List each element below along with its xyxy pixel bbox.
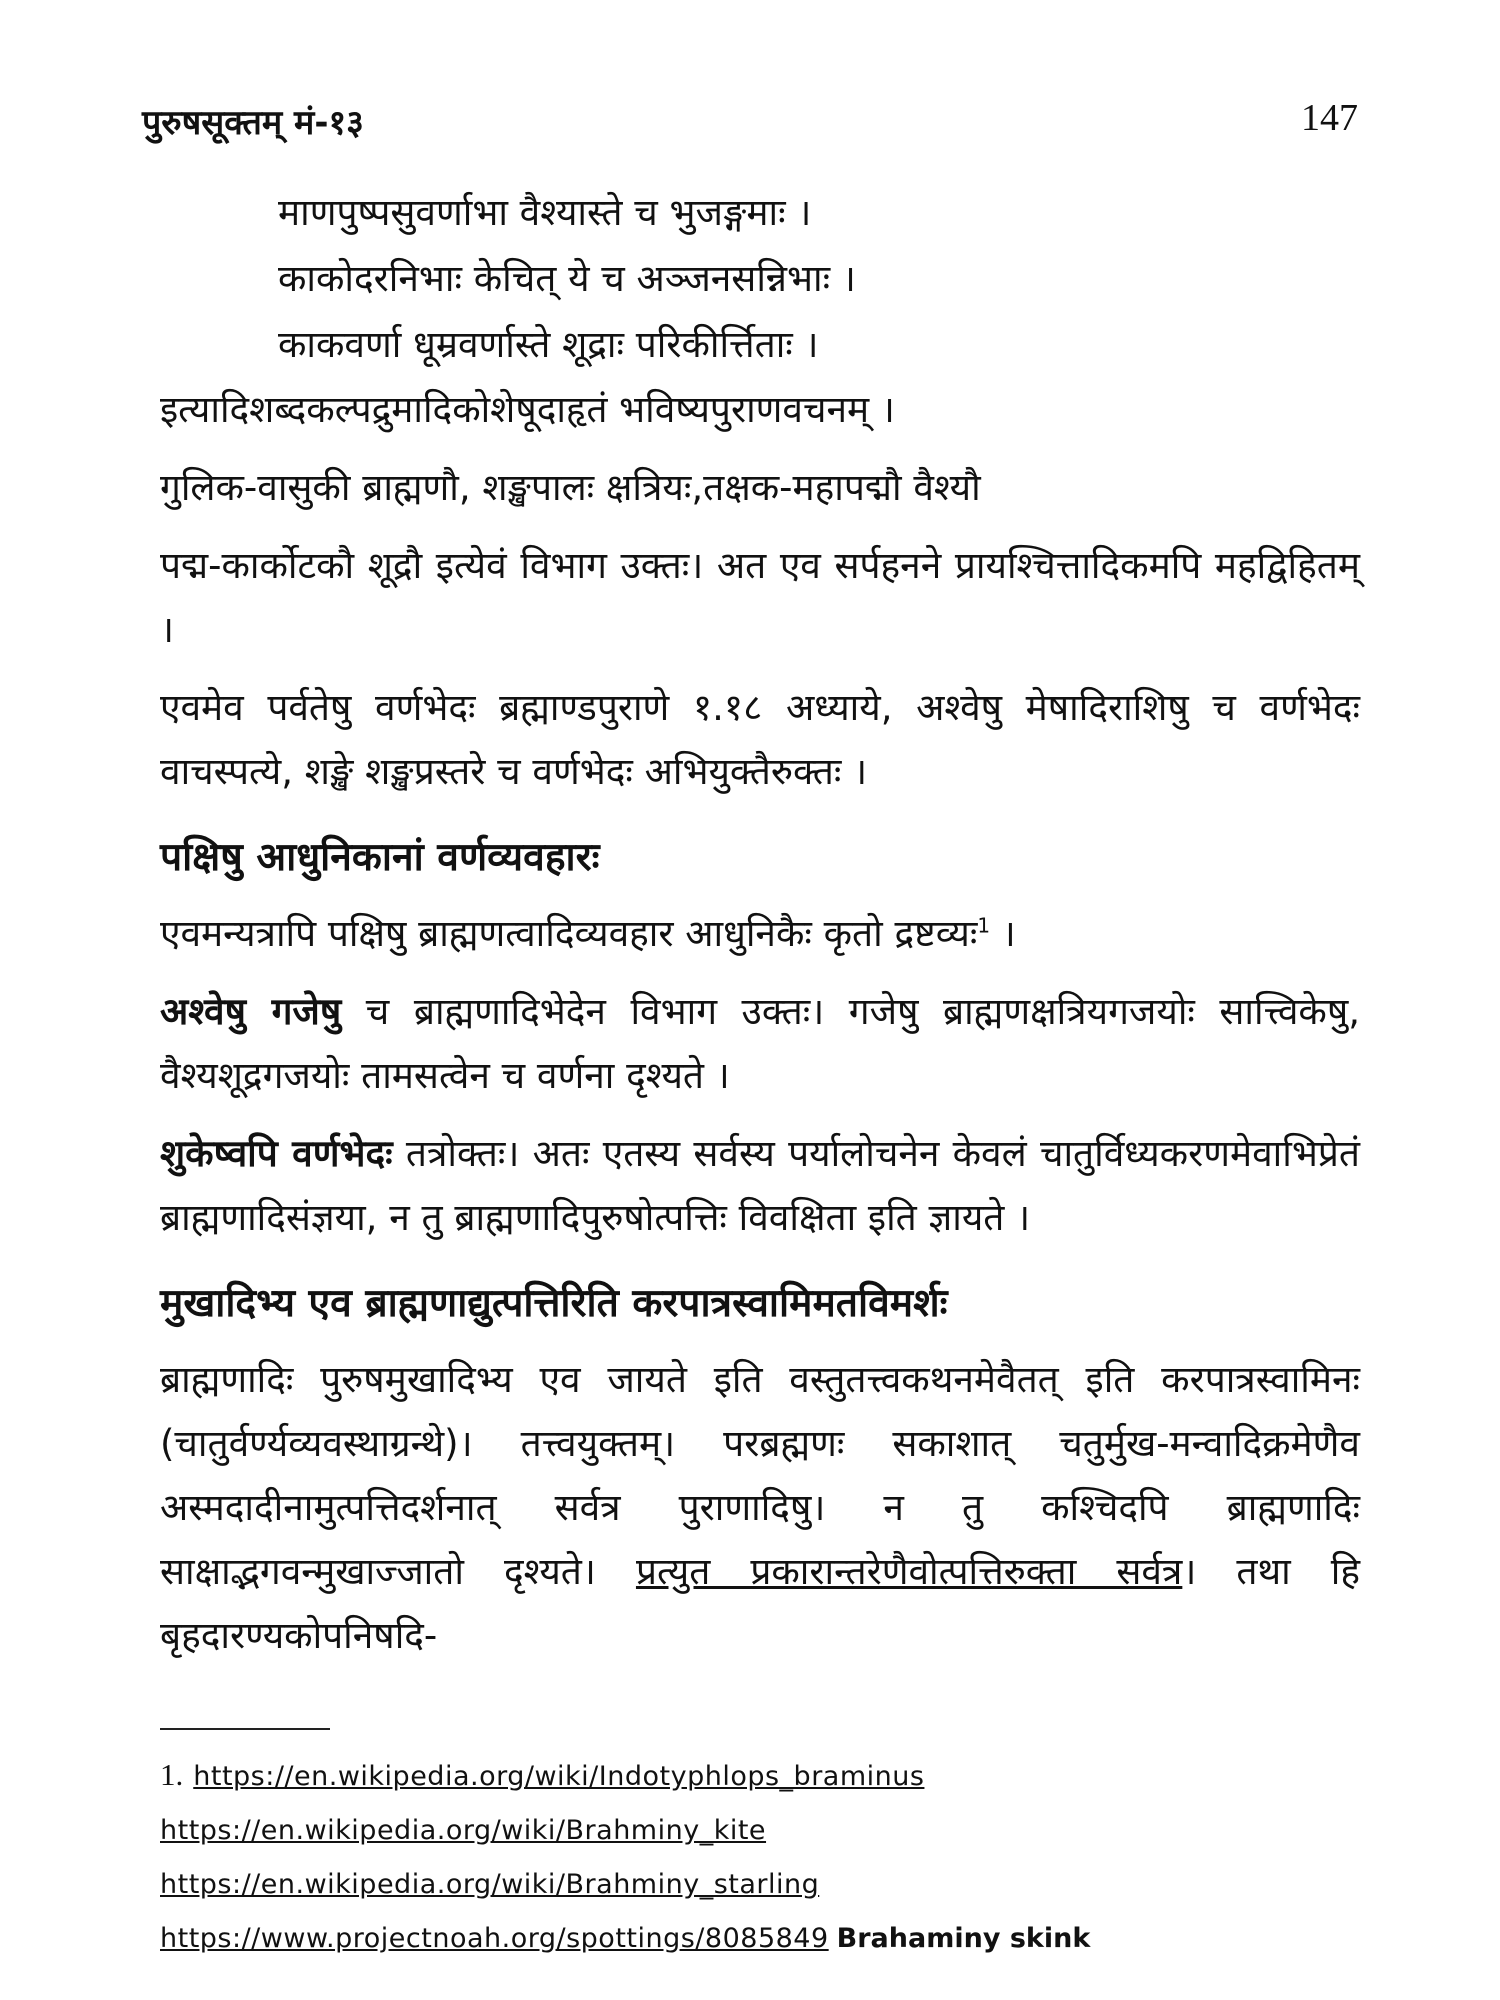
paragraph-karapatra (160, 1348, 1360, 1668)
footnote-suffix: Brahaminy skink (836, 1923, 1091, 1954)
paragraph-birds-end: । (990, 912, 1016, 955)
bold-lead: अश्वेषु गजेषु (160, 990, 342, 1033)
running-title: पुरुषसूक्तम् मं-१३ (142, 103, 364, 143)
verse-line: काकवर्णा धूम्रवर्णास्ते शूद्राः परिकीर्त्तिताः । (278, 323, 819, 366)
footnotes (160, 1748, 1360, 1966)
bold-lead: शुकेष्वपि वर्णभेदः (160, 1132, 393, 1175)
footnote-line (160, 1858, 1360, 1912)
footnote-link[interactable]: https://en.wikipedia.org/wiki/Indotyphlops_braminus (193, 1761, 925, 1792)
underlined-phrase: प्रत्युत प्रकारान्तरेणैवोत्पत्तिरुक्ता सर्वत्र (635, 1550, 1183, 1593)
footnote-link[interactable]: https://en.wikipedia.org/wiki/Brahminy_kite (160, 1815, 767, 1846)
paragraph-text: ब्राह्मणादिः पुरुषमुखादिभ्य एव जायते इति वस्तुतत्त्वकथनमेवैतत् इति करपात्रस्वामिनः (चातुर्वर्ण्यव्यवस्थाग्रन्थे)। तत्त्वयुक्तम्। परब्रह्मणः सकाशात् चतुर्मुख-मन्वादिक्रमेणैव अस्मदादीनामुत्पत्तिदर्शनात् सर्वत्र पुराणादिषु। न तु कश्चिदपि ब्राह्मणादिः साक्षाद्भगवन्मुखाज्जातो दृश्यते। (160, 1358, 1360, 1593)
paragraph-horses-elephants (160, 980, 1360, 1108)
paragraph-text: च ब्राह्मणादिभेदेन विभाग उक्तः। गजेषु ब्राह्मणक्षत्रियगजयोः सात्त्विकेषु, वैश्यशूद्रगजयोः तामसत्वेन च वर्णना दृश्यते । (160, 990, 1360, 1097)
main-text (160, 180, 1360, 1682)
verse-line: माणपुष्पसुवर्णाभा वैश्यास्ते च भुजङ्गमाः । (278, 191, 812, 234)
footnote-link[interactable]: https://www.projectnoah.org/spottings/8085849 (160, 1923, 829, 1954)
footnote-ref[interactable]: 1 (977, 913, 991, 938)
paragraph-end: । तथा हि बृहदारण्यकोपनिषदि- (160, 1550, 1360, 1657)
footnote-number: 1. (160, 1757, 184, 1792)
section-heading-karapatra: मुखादिभ्य एव ब्राह्मणाद्युत्पत्तिरिति करपात्रस्वामिमतविमर्शः (160, 1281, 948, 1326)
footnote-line (160, 1804, 1360, 1858)
footnote-link[interactable]: https://en.wikipedia.org/wiki/Brahminy_starling (160, 1869, 820, 1900)
paragraph-text: तत्रोक्तः। अतः एतस्य सर्वस्य पर्यालोचनेन केवलं चातुर्विध्यकरणमेवाभिप्रेतं ब्राह्मणादिसंज्ञया, न तु ब्राह्मणादिपुरुषोत्पत्तिः विवक्षिता इति ज्ञायते । (160, 1132, 1360, 1239)
paragraph-naga-division: पद्म-कार्कोटकौ शूद्रौ इत्येवं विभाग उक्तः। अत एव सर्पहनने प्रायश्चित्तादिकमपि महद्विहितम् । (160, 544, 1360, 651)
section-heading-birds: पक्षिषु आधुनिकानां वर्णव्यवहारः (160, 835, 600, 880)
footnote-line (160, 1912, 1360, 1966)
paragraph-citation: इत्यादिशब्दकल्पद्रुमादिकोशेषूदाहृतं भविष्यपुराणवचनम् । (160, 388, 895, 431)
paragraph-naga-varna: गुलिक-वासुकी ब्राह्मणौ, शङ्खपालः क्षत्रियः,तक्षक-महापद्मौ वैश्यौ (160, 466, 981, 509)
paragraph-parrots (160, 1122, 1360, 1250)
page-number: 147 (1301, 97, 1358, 139)
footnote-divider (160, 1728, 330, 1730)
paragraph-birds-text: एवमन्यत्रापि पक्षिषु ब्राह्मणत्वादिव्यवहार आधुनिकैः कृतो द्रष्टव्यः (160, 912, 978, 955)
paragraph-mountains: एवमेव पर्वतेषु वर्णभेदः ब्रह्माण्डपुराणे १.१८ अध्याये, अश्वेषु मेषादिराशिषु च वर्णभेदः वाचस्पत्ये, शङ्खे शङ्खप्रस्तरे च वर्णभेदः अभियुक्तैरुक्तः । (160, 686, 1360, 793)
paragraph-birds (160, 902, 1360, 966)
footnote-line (160, 1748, 1360, 1804)
verse-line: काकोदरनिभाः केचित् ये च अञ्जनसन्निभाः । (278, 257, 856, 300)
